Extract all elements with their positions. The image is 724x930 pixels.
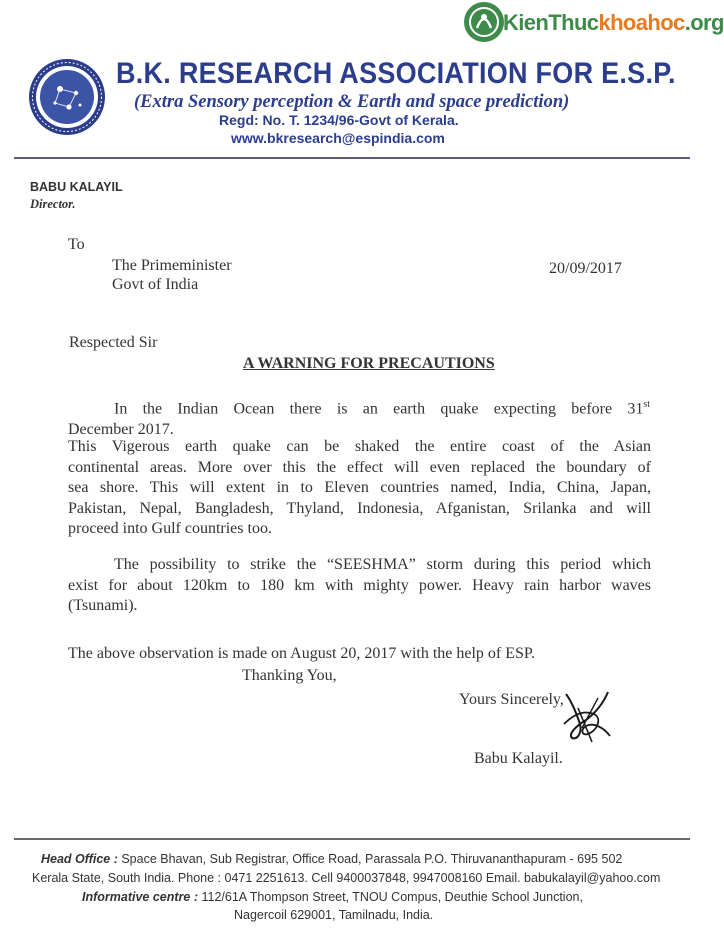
observation-note: The above observation is made on August 20, 2017 with the help of ESP. <box>68 645 536 662</box>
organization-logo-icon <box>27 57 107 137</box>
paragraph-3 <box>68 555 651 617</box>
handwritten-signature <box>558 684 616 746</box>
paragraph-3-line: exist for about 120km to 180 km with mighty power. Heavy rain harbor waves <box>68 576 651 594</box>
footer-address: Nagercoil 629001, Tamilnadu, India. <box>234 908 434 922</box>
paragraph-2-line: continental areas. More over this the effect will even replaced the boundary of <box>68 458 651 476</box>
recipient-line-2: Govt of India <box>112 276 199 293</box>
watermark-logo-icon <box>462 0 506 44</box>
paragraph-2-line: This Vigerous earth quake can be shaked the entire coast of the Asian <box>68 438 651 455</box>
paragraph-1-line-2: December 2017. <box>68 420 174 438</box>
footer-informative-centre: Informative centre : 112/61A Thompson Street, TNOU Compus, Deuthie School Junction, <box>82 890 583 904</box>
organization-subtitle: (Extra Sensory perception & Earth and space prediction) <box>134 92 570 112</box>
salutation: Respected Sir <box>69 334 158 351</box>
paragraph-2-line: sea shore. This will extent in to Eleven countries named, India, China, Japan, <box>68 479 651 497</box>
closing-line: Yours Sincerely, <box>459 691 564 708</box>
paragraph-1 <box>68 395 650 441</box>
sender-name: BABU KALAYIL <box>30 180 123 194</box>
thanking-line: Thanking You, <box>242 667 337 684</box>
registration-number: Regd: No. T. 1234/96-Govt of Kerala. <box>219 112 459 128</box>
paragraph-2-line: Pakistan, Nepal, Bangladesh, Thyland, Indonesia, Afganistan, Srilanka and will <box>68 499 651 517</box>
paragraph-2-line: proceed into Gulf countries too. <box>68 520 272 538</box>
sender-title: Director. <box>30 197 76 211</box>
footer-contact: Kerala State, South India. Phone : 0471 2251613. Cell 9400037848, 9947008160 Email. babukalayil@yahoo.com <box>32 871 661 885</box>
letter-to: To <box>68 236 85 253</box>
organization-name: B.K. RESEARCH ASSOCIATION FOR E.S.P. <box>116 57 676 90</box>
letter-date: 20/09/2017 <box>549 260 622 277</box>
header-divider <box>14 157 690 159</box>
paragraph-1-line-1: In the Indian Ocean there is an earth quake expecting before 31st <box>114 399 650 418</box>
footer-head-office: Head Office : Space Bhavan, Sub Registrar, Office Road, Parassala P.O. Thiruvananthapuram - 695 502 <box>41 852 623 866</box>
signatory-name: Babu Kalayil. <box>474 750 563 767</box>
paragraph-3-line: (Tsunami). <box>68 597 138 615</box>
watermark-text: KienThuckhoahoc.org <box>503 10 724 35</box>
footer-divider <box>14 838 690 840</box>
paragraph-3-line: The possibility to strike the “SEESHMA” storm during this period which <box>114 556 651 573</box>
recipient-line-1: The Primeminister <box>112 257 232 274</box>
organization-website: www.bkresearch@espindia.com <box>231 130 445 146</box>
letter-subject: A WARNING FOR PRECAUTIONS <box>243 355 495 372</box>
paragraph-2 <box>68 437 651 540</box>
